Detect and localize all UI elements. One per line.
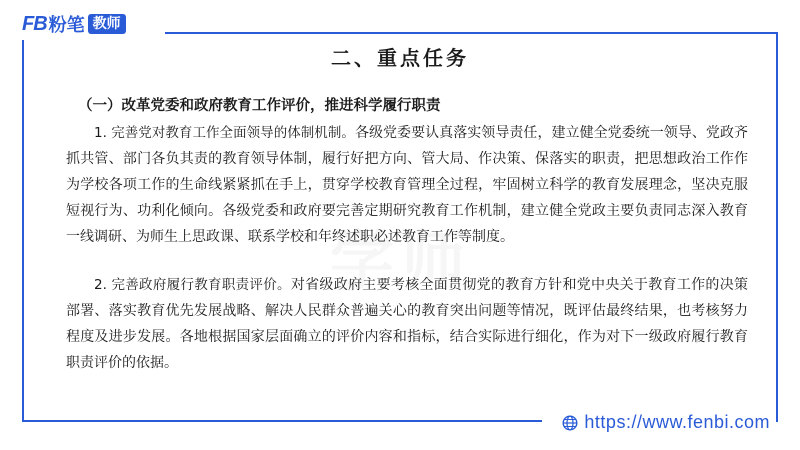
paragraph-1 <box>66 120 748 250</box>
frame-left-border <box>22 40 24 422</box>
frame-top-border <box>165 32 778 34</box>
main-content <box>68 94 748 376</box>
website-url[interactable]: https://www.fenbi.com <box>584 412 770 432</box>
paragraph-2-body: 对省级政府主要考核全面贯彻党的教育方针和党中央关于教育工作的决策部署、落实教育优先发展战略、解决人民群众普遍关心的教育突出问题等情况，既评估最终结果，也考核努力程度及进步发展。各地根据国家层面确立的评价内容和指标，结合实际进行细化，作为对下一级政府履行教育职责评价的依据。 <box>66 277 749 371</box>
paragraph-2 <box>66 272 748 376</box>
frame-right-border <box>776 32 778 422</box>
frame-bottom-border <box>22 420 542 422</box>
paragraph-2-lead: 2. 完善政府履行教育职责评价。 <box>94 277 291 293</box>
section-heading: （一）改革党委和政府教育工作评价，推进科学履行职责 <box>78 98 441 114</box>
footer-link[interactable] <box>562 412 770 433</box>
page-title: 二、重点任务 <box>331 46 469 70</box>
paragraph-1-lead: 1. 完善党对教育工作全面领导的体制机制。 <box>94 125 355 141</box>
paragraph-1-body: 各级党委要认真落实领导责任，建立健全党委统一领导、党政齐抓共管、部门各负其责的教育领导体制，履行好把方向、管大局、作决策、保落实的职责，把思想政治工作作为学校各项工作的生命线紧紧抓在手上，贯穿学校教育管理全过程，牢固树立科学的教育发展理念，坚决克服短视行为、功利化倾向。各级党委和政府要完善定期研究教育工作机制，建立健全党政主要负责同志深入教育一线调研、为师生上思政课、联系学校和年终述职必述教育工作等制度。 <box>66 125 749 245</box>
globe-icon <box>562 415 578 431</box>
logo-brand-text: 粉笔 <box>48 15 85 36</box>
logo-mark: FB <box>22 12 47 35</box>
logo-badge: 教师 <box>88 14 126 34</box>
brand-logo <box>22 12 126 36</box>
